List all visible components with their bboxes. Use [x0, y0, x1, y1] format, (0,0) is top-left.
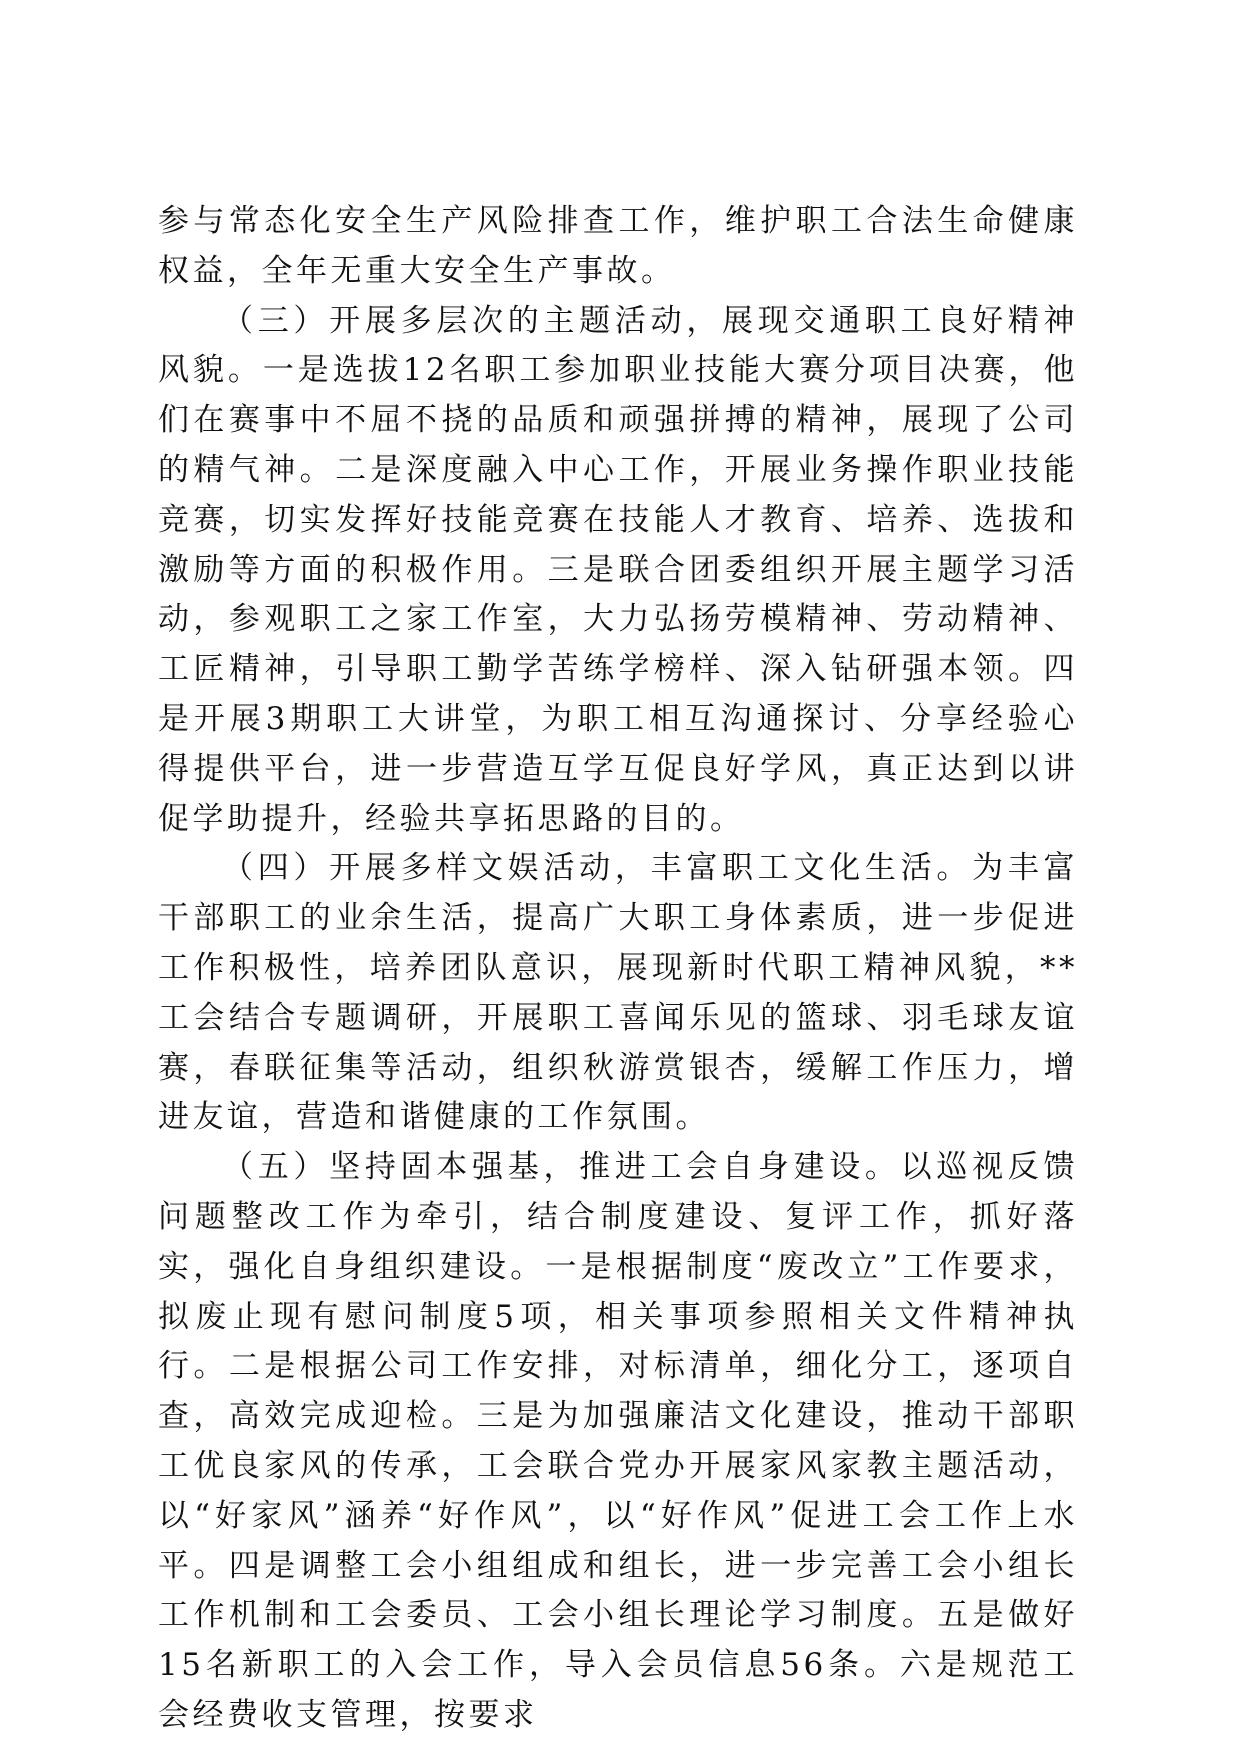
document-page: [158, 197, 1078, 1737]
paragraph-section-four: （四）开展多样文娱活动，丰富职工文化生活。为丰富干部职工的业余生活，提高广大职工身体素质，进一步促进工作积极性，培养团队意识，展现新时代职工精神风貌，**工会结合专题调研，开展职工喜闻乐见的篮球、羽毛球友谊赛，春联征集等活动，组织秋游赏银杏，缓解工作压力，增进友谊，营造和谐健康的工作氛围。: [158, 850, 1078, 1136]
paragraph-section-three: （三）开展多层次的主题活动，展现交通职工良好精神风貌。一是选拔12名职工参加职业技能大赛分项目决赛，他们在赛事中不屈不挠的品质和顽强拼搏的精神，展现了公司的精气神。二是深度融入中心工作，开展业务操作职业技能竞赛，切实发挥好技能竞赛在技能人才教育、培养、选拔和激励等方面的积极作用。三是联合团委组织开展主题学习活动，参观职工之家工作室，大力弘扬劳模精神、劳动精神、工匠精神，引导职工勤学苦练学榜样、深入钻研强本领。四是开展3期职工大讲堂，为职工相互沟通探讨、分享经验心得提供平台，进一步营造互学互促良好学风，真正达到以讲促学助提升，经验共享拓思路的目的。: [158, 302, 1078, 837]
paragraph-continuation: 参与常态化安全生产风险排查工作，维护职工合法生命健康权益，全年无重大安全生产事故。: [158, 203, 1078, 289]
paragraph-section-five: （五）坚持固本强基，推进工会自身建设。以巡视反馈问题整改工作为牵引，结合制度建设、复评工作，抓好落实，强化自身组织建设。一是根据制度“废改立”工作要求，拟废止现有慰问制度5项，相关事项参照相关文件精神执行。二是根据公司工作安排，对标清单，细化分工，逐项自查，高效完成迎检。三是为加强廉洁文化建设，推动干部职工优良家风的传承，工会联合党办开展家风家教主题活动，以“好家风”涵养“好作风”，以“好作风”促进工会工作上水平。四是调整工会小组组成和组长，进一步完善工会小组长工作机制和工会委员、工会小组长理论学习制度。五是做好15名新职工的入会工作，导入会员信息56条。六是规范工会经费收支管理，按要求: [158, 1149, 1078, 1733]
